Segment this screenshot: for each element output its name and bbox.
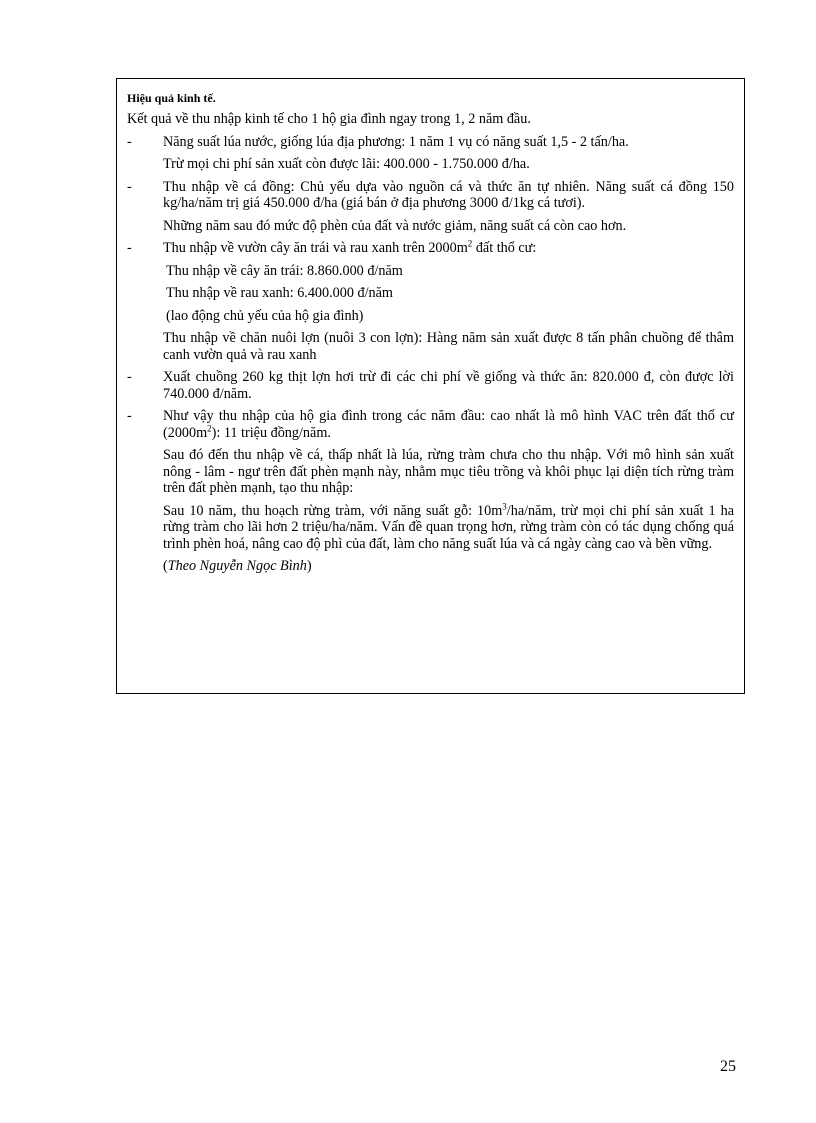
list-item-garden (127, 240, 734, 257)
bullet-dash: - (127, 369, 132, 385)
rice-yield: Năng suất lúa nước, giống lúa địa phương: 1 năm 1 vụ có năng suất 1,5 - 2 tấn/ha. (163, 133, 629, 150)
source-citation: (Theo Nguyễn Ngọc Bình) (163, 558, 312, 574)
bullet-dash: - (127, 133, 132, 150)
pig-income: Thu nhập về chăn nuôi lợn (nuôi 3 con lợn): Hàng năm sản xuất được 8 tấn phân chuồng để thâm canh vườn quả và rau xanh (163, 330, 734, 363)
household-summary: Như vậy thu nhập của hộ gia đình trong các năm đầu: cao nhất là mô hình VAC trên đất thổ cư $(2000m^2)$: 11 triệu đồng/năm. (163, 408, 734, 441)
section-heading: Hiệu quả kinh tế. (127, 91, 216, 105)
fish-later-years: Những năm sau đó mức độ phèn của đất và nước giảm, năng suất cá còn cao hơn. (163, 217, 627, 234)
content-box (116, 78, 745, 694)
pork-profit: Xuất chuồng 260 kg thịt lợn hơi trừ đi các chi phí về giống và thức ăn: 820.000 đ, còn được lời 740.000 đ/năm. (163, 369, 734, 402)
list-item-fish (127, 179, 734, 212)
bullet-dash: - (127, 178, 132, 195)
page-number: 25 (720, 1058, 736, 1075)
intro-paragraph: Kết quả về thu nhập kinh tế cho 1 hộ gia đình ngay trong 1, 2 năm đầu. (127, 111, 531, 127)
model-description: Sau đó đến thu nhập về cá, thấp nhất là lúa, rừng tràm chưa cho thu nhập. Với mô hình sản xuất nông - lâm - ngư trên đất phèn mạnh này, nhằm mục tiêu trồng và khôi phục lại diện tích rừng tràm trên đất phèn mạnh, tạo thu nhập: (163, 447, 734, 496)
vegetable-income: Thu nhập về rau xanh: 6.400.000 đ/năm (166, 285, 393, 301)
rice-profit: Trừ mọi chi phí sản xuất còn được lãi: 400.000 - 1.750.000 đ/ha. (163, 156, 530, 172)
labor-note: (lao động chủ yếu của hộ gia đình) (166, 307, 364, 324)
bullet-dash: - (127, 408, 132, 424)
fruit-income: Thu nhập về cây ăn trái: 8.860.000 đ/năm (166, 262, 403, 279)
list-item-rice (127, 134, 734, 151)
bullet-dash: - (127, 240, 132, 256)
garden-income: Thu nhập về vườn cây ăn trái và rau xanh trên $2000m^2$ đất thổ cư: (163, 238, 537, 256)
melaleuca-harvest: Sau 10 năm, thu hoạch rừng tràm, với năng suất gỗ: $10m^3/ha$/năm, trừ mọi chi phí sản xuất 1 ha rừng tràm cho lãi hơn 2 triệu/ha/năm. Vấn đề quan trọng hơn, rừng tràm còn có tác dụng chống quá trình phèn hoá, nâng cao độ phì của đất, làm cho năng suất lúa và cá ngày càng cao và bền vững. (163, 500, 734, 552)
list-item-pork (127, 369, 734, 402)
fish-income: Thu nhập về cá đồng: Chủ yếu dựa vào nguồn cá và thức ăn tự nhiên. Năng suất cá đồng 150 kg/ha/năm trị giá 450.000 đ/ha (giá bán ở địa phương 3000 đ/1kg cá tươi). (163, 178, 734, 211)
list-item-summary (127, 408, 734, 441)
